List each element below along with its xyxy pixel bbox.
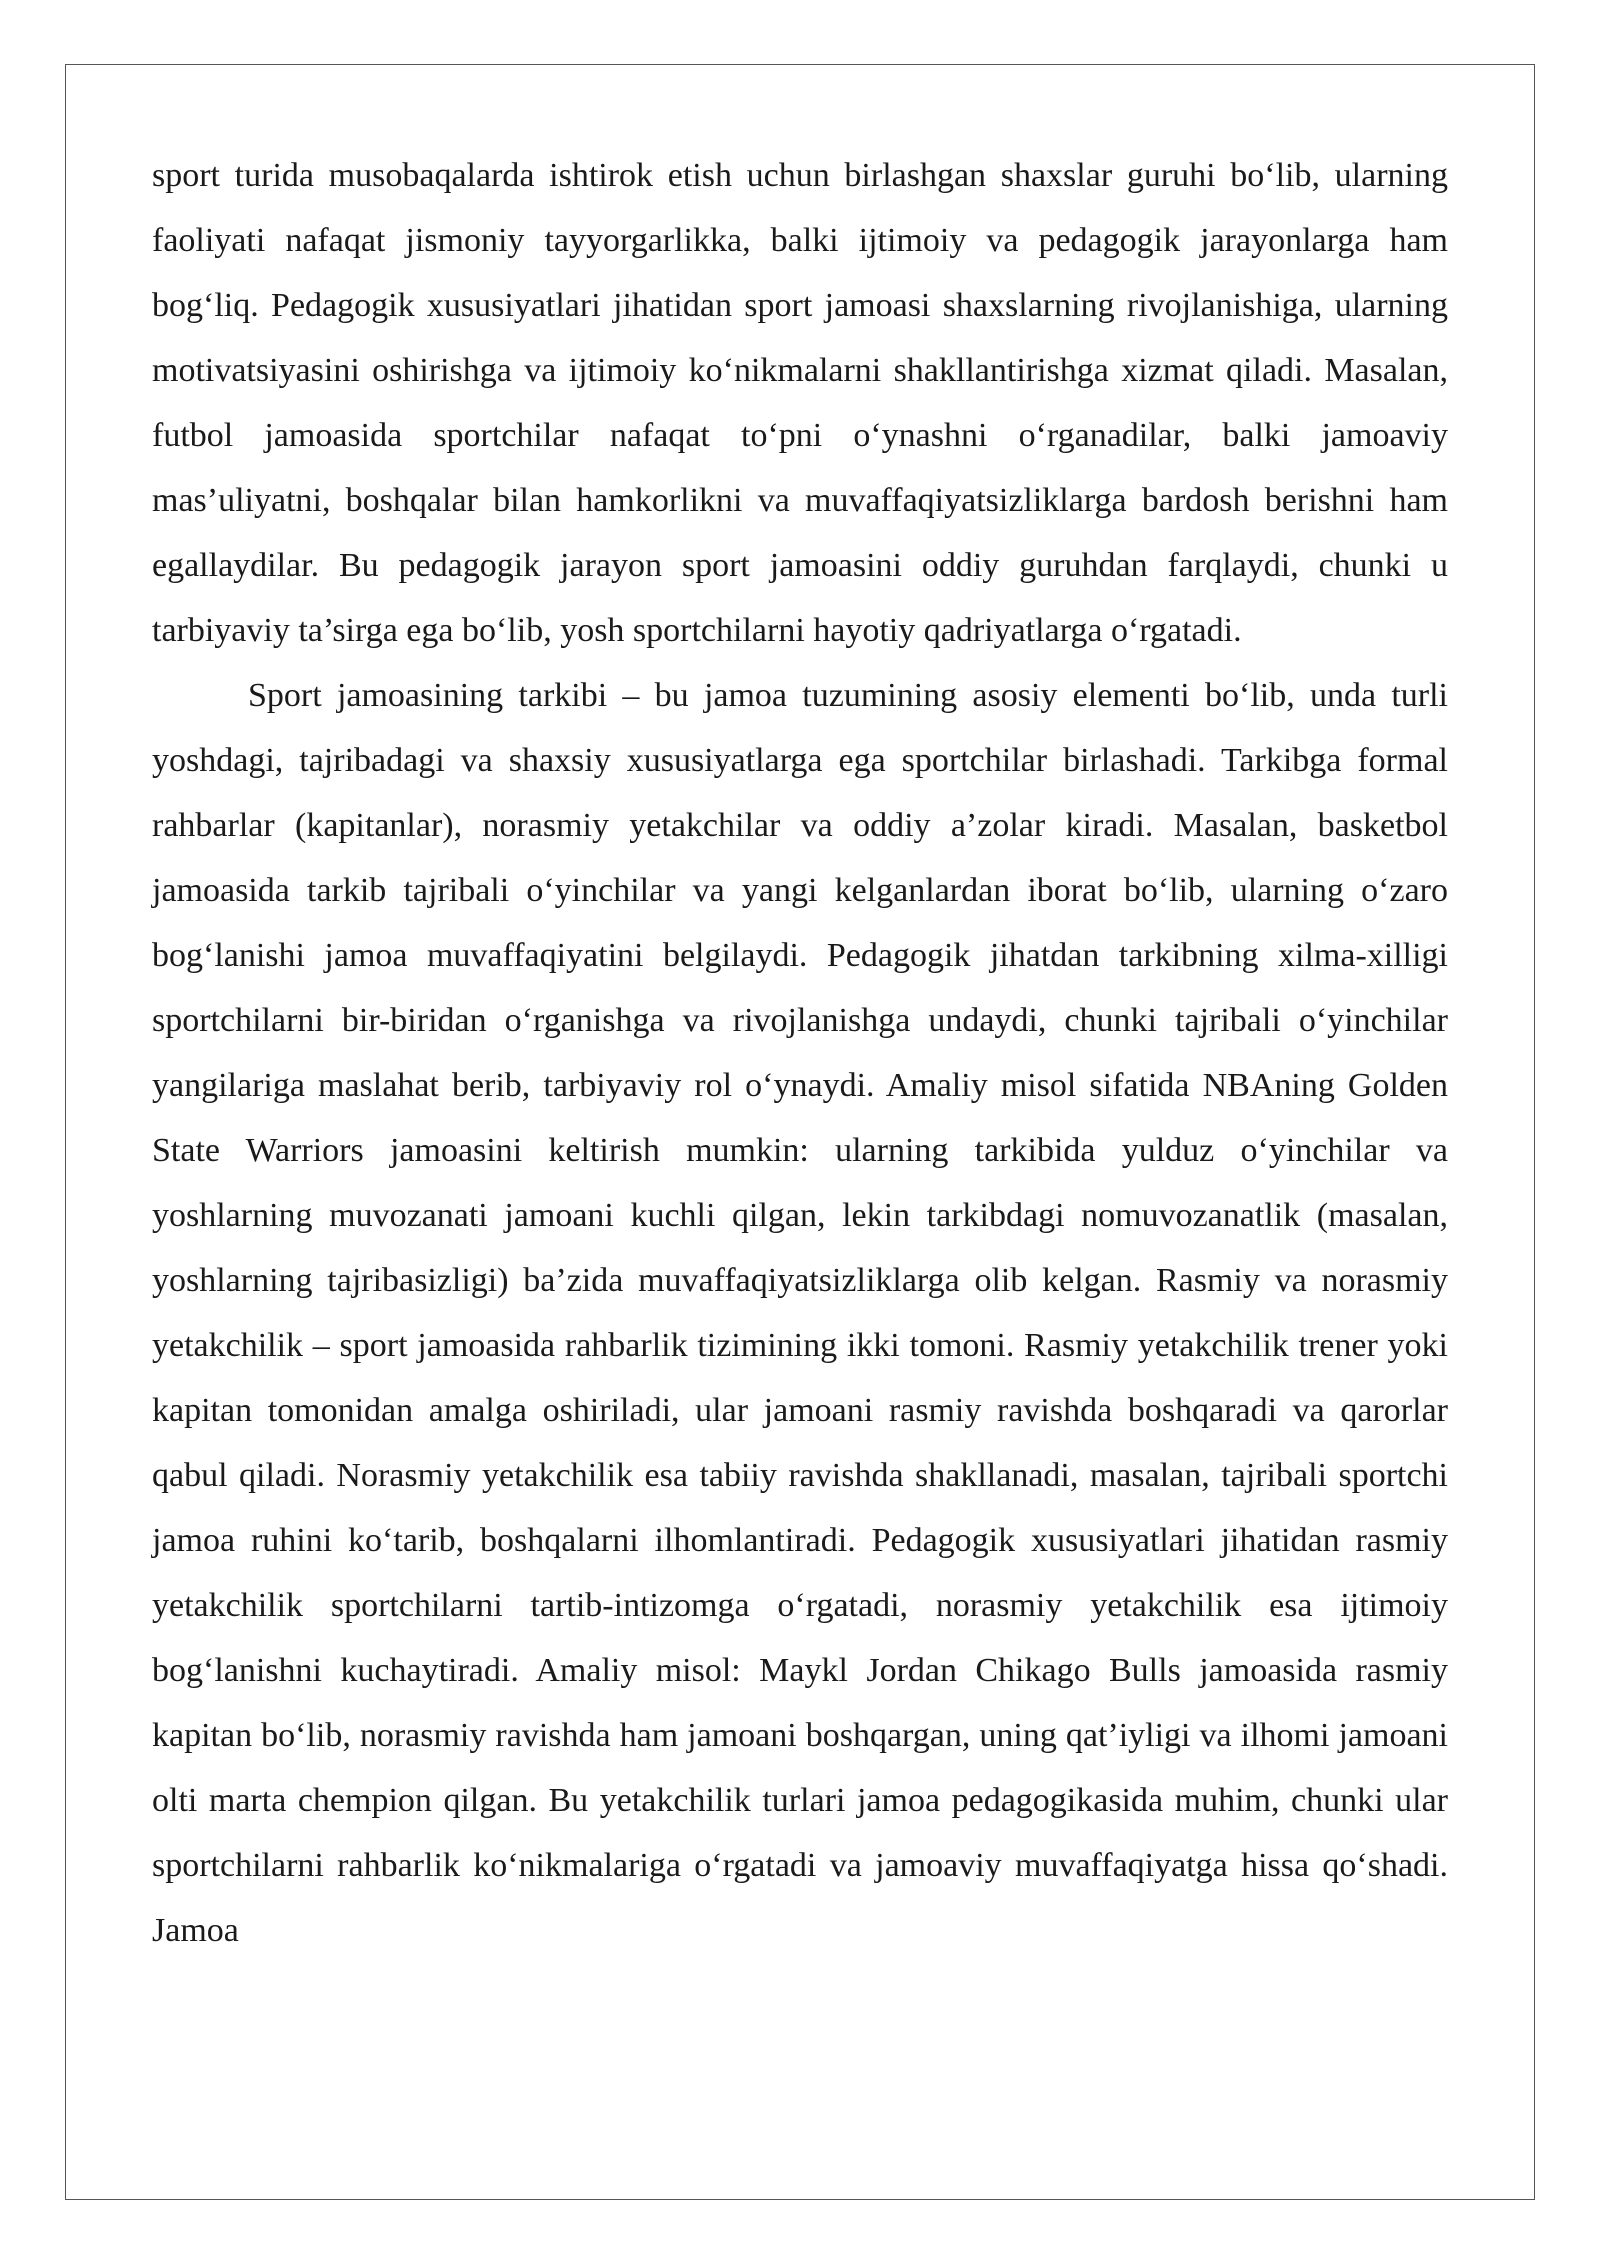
paragraph-2: Sport jamoasining tarkibi – bu jamoa tuzumining asosiy elementi bo‘lib, unda turli yoshdagi, tajribadagi va shaxsiy xususiyatlarga ega sportchilar birlashadi. Tarkibga formal rahbarlar (kapitanlar), norasmiy yetakchilar va oddiy a’zolar kiradi. Masalan, basketbol jamoasida tarkib tajribali o‘yinchilar va yangi kelganlardan iborat bo‘lib, ularning o‘zaro bog‘lanishi jamoa muvaffaqiyatini belgilaydi. Pedagogik jihatdan tarkibning xilma-xilligi sportchilarni bir-biridan o‘rganishga va rivojlanishga undaydi, chunki tajribali o‘yinchilar yangilariga maslahat berib, tarbiyaviy rol o‘ynaydi. Amaliy misol sifatida NBAning Golden State Warriors jamoasini keltirish mumkin: ularning tarkibida yulduz o‘yinchilar va yoshlarning muvozanati jamoani kuchli qilgan, lekin tarkibdagi nomuvozanatlik (masalan, yoshlarning tajribasizligi) ba’zida muvaffaqiyatsizliklarga olib kelgan. Rasmiy va norasmiy yetakchilik – sport jamoasida rahbarlik tizimining ikki tomoni. Rasmiy yetakchilik trener yoki kapitan tomonidan amalga oshiriladi, ular jamoani rasmiy ravishda boshqaradi va qarorlar qabul qiladi. Norasmiy yetakchilik esa tabiiy ravishda shakllanadi, masalan, tajribali sportchi jamoa ruhini ko‘tarib, boshqalarni ilhomlantiradi. Pedagogik xususiyatlari jihatidan rasmiy yetakchilik sportchilarni tartib-intizomga o‘rgatadi, norasmiy yetakchilik esa ijtimoiy bog‘lanishni kuchaytiradi. Amaliy misol: Maykl Jordan Chikago Bulls jamoasida rasmiy kapitan bo‘lib, norasmiy ravishda ham jamoani boshqargan, uning qat’iyligi va ilhomi jamoani olti marta chempion qilgan. Bu yetakchilik turlari jamoa pedagogikasida muhim, chunki ular sportchilarni rahbarlik ko‘nikmalariga o‘rgatadi va jamoaviy muvaffaqiyatga hissa qo‘shadi. Jamoa (152, 677, 1448, 1949)
document-body (152, 143, 1448, 1963)
paragraph-1: sport turida musobaqalarda ishtirok etish uchun birlashgan shaxslar guruhi bo‘lib, ularning faoliyati nafaqat jismoniy tayyorgarlikka, balki ijtimoiy va pedagogik jarayonlarga ham bog‘liq. Pedagogik xususiyatlari jihatidan sport jamoasi shaxslarning rivojlanishiga, ularning motivatsiyasini oshirishga va ijtimoiy ko‘nikmalarni shakllantirishga xizmat qiladi. Masalan, futbol jamoasida sportchilar nafaqat to‘pni o‘ynashni o‘rganadilar, balki jamoaviy mas’uliyatni, boshqalar bilan hamkorlikni va muvaffaqiyatsizliklarga bardosh berishni ham egallaydilar. Bu pedagogik jarayon sport jamoasini oddiy guruhdan farqlaydi, chunki u tarbiyaviy ta’sirga ega bo‘lib, yosh sportchilarni hayotiy qadriyatlarga o‘rgatadi. (152, 157, 1448, 649)
